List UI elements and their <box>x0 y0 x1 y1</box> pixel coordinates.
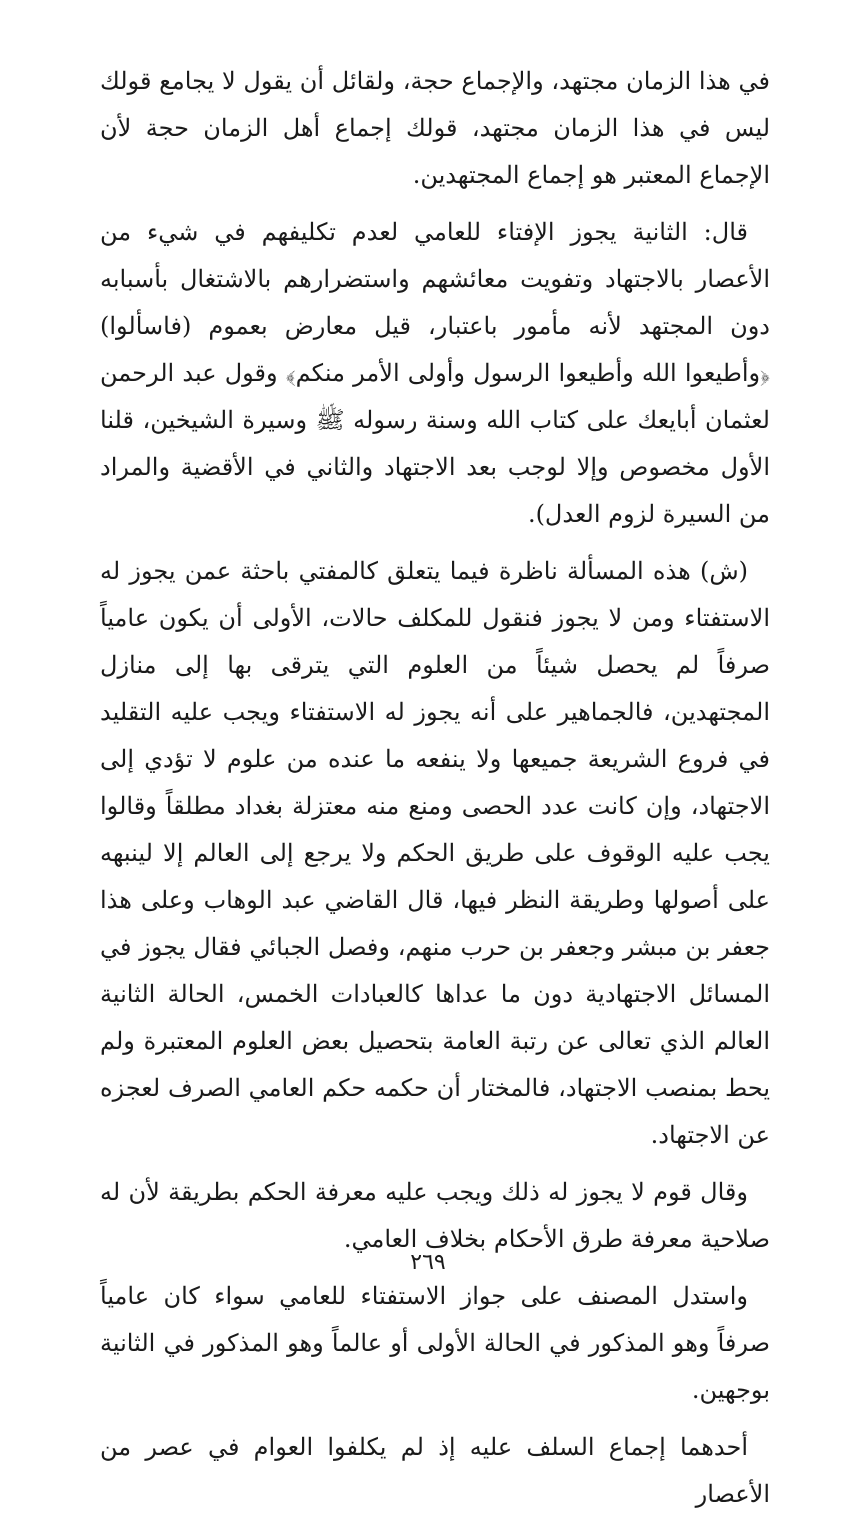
paragraph-6: أحدهما إجماع السلف عليه إذ لم يكلفوا العوام في عصر من الأعصار <box>100 1433 770 1508</box>
page-number: ٢٦٩ <box>410 1250 446 1275</box>
page-body <box>100 58 770 1518</box>
paragraph-1: في هذا الزمان مجتهد، والإجماع حجة، ولقائل أن يقول لا يجامع قولك ليس في هذا الزمان مجتهد، قولك إجماع أهل الزمان حجة لأن الإجماع المعتبر هو إجماع المجتهدين. <box>100 67 771 189</box>
paragraph-2: قال: الثانية يجوز الإفتاء للعامي لعدم تكليفهم في شيء من الأعصار بالاجتهاد وتفويت معائشهم واستضرارهم بالاشتغال بأسبابه دون المجتهد لأنه مأمور باعتبار، قيل معارض بعموم (فاسألوا) ﴿وأطيعوا الله وأطيعوا الرسول وأولى الأمر منكم﴾ وقول عبد الرحمن لعثمان أبايعك على كتاب الله وسنة رسوله ﷺ وسيرة الشيخين، قلنا الأول مخصوص وإلا لوجب بعد الاجتهاد والثاني في الأقضية والمراد من السيرة لزوم العدل). <box>100 218 770 528</box>
paragraph-4: وقال قوم لا يجوز له ذلك ويجب عليه معرفة الحكم بطريقة لأن له صلاحية معرفة طرق الأحكام بخلاف العامي. <box>100 1178 770 1253</box>
paragraph-5: واستدل المصنف على جواز الاستفتاء للعامي سواء كان عامياً صرفاً وهو المذكور في الحالة الأولى أو عالماً وهو المذكور في الثانية بوجهين. <box>100 1282 770 1404</box>
paragraph-3: (ش) هذه المسألة ناظرة فيما يتعلق كالمفتي باحثة عمن يجوز له الاستفتاء ومن لا يجوز فنقول للمكلف حالات، الأولى أن يكون عامياً صرفاً لم يحصل شيئاً من العلوم التي يترقى بها إلى منازل المجتهدين، فالجماهير على أنه يجوز له الاستفتاء ويجب عليه التقليد في فروع الشريعة جميعها ولا ينفعه ما عنده من علوم لا تؤدي إلى الاجتهاد، وإن كانت عدد الحصى ومنع منه معتزلة بغداد مطلقاً وقالوا يجب عليه الوقوف على طريق الحكم ولا يرجع إلى العالم إلا لينبهه على أصولها وطريقة النظر فيها، قال القاضي عبد الوهاب وعلى هذا جعفر بن مبشر وجعفر بن حرب منهم، وفصل الجبائي فقال يجوز في المسائل الاجتهادية دون ما عداها كالعبادات الخمس، الحالة الثانية العالم الذي تعالى عن رتبة العامة بتحصيل بعض العلوم المعتبرة ولم يحط بمنصب الاجتهاد، فالمختار أن حكمه حكم العامي الصرف لعجزه عن الاجتهاد. <box>100 557 771 1149</box>
